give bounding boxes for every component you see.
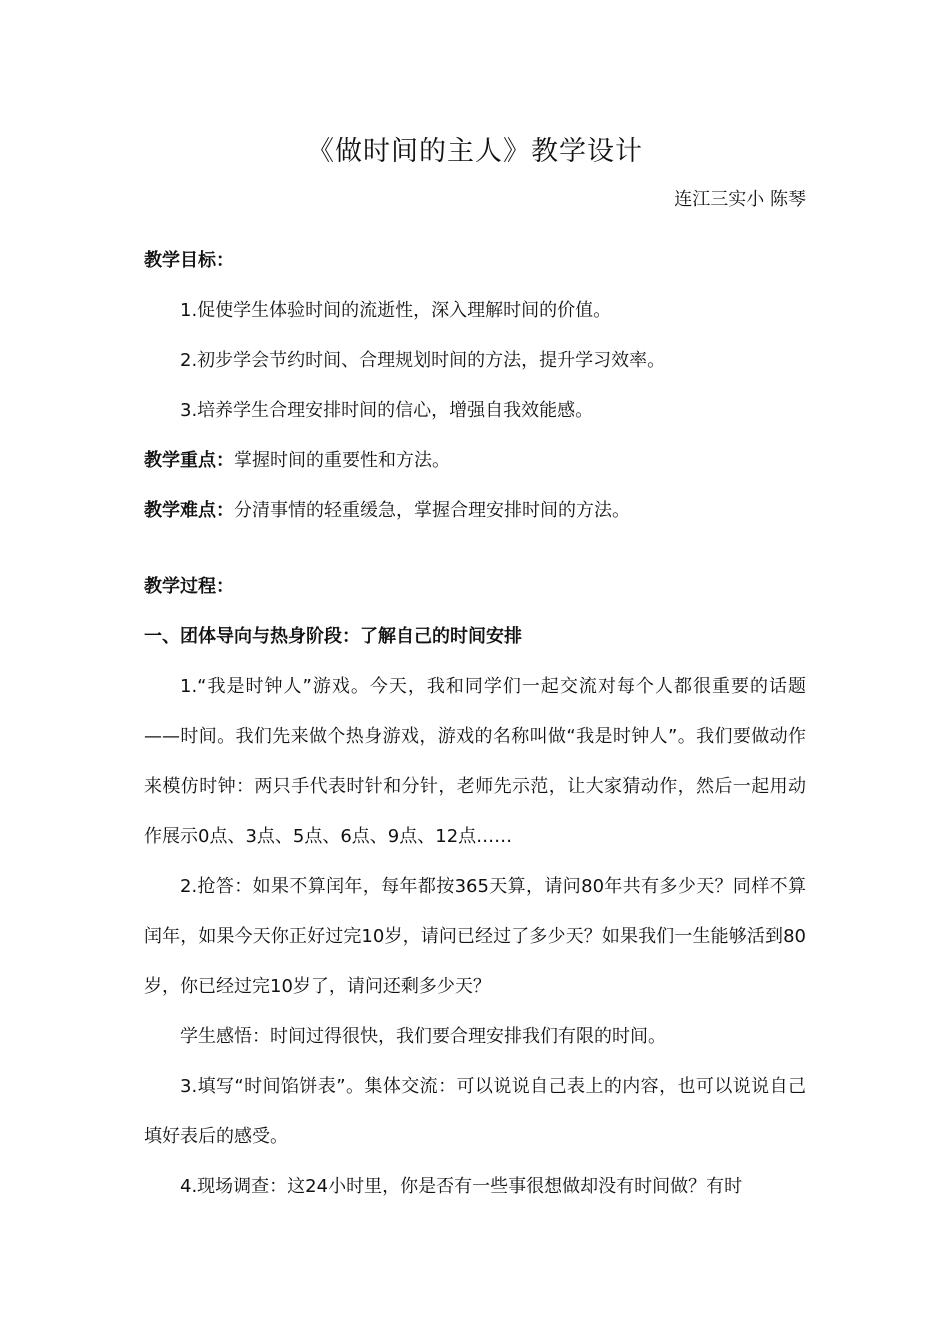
document-title: 《做时间的主人》教学设计 (307, 136, 643, 167)
document-body (144, 236, 806, 1212)
goal-item: 2.初步学会节约时间、合理规划时间的方法，提升学习效率。 (180, 350, 666, 371)
body-paragraph: 2.抢答：如果不算闰年，每年都按365天算，请问80年共有多少天？同样不算闰年，如果今天你正好过完10岁，请问已经过了多少天？如果我们一生能够活到80岁，你已经过完10岁了，请问还剩多少天？ (144, 876, 806, 997)
goal-item: 1.促使学生体验时间的流逝性，深入理解时间的价值。 (180, 300, 612, 321)
key-point-text: 掌握时间的重要性和方法。 (234, 450, 450, 471)
body-paragraph: 4.现场调查：这24小时里，你是否有一些事很想做却没有时间做？有时 (180, 1176, 743, 1197)
section-heading: 一、团体导向与热身阶段：了解自己的时间安排 (144, 626, 522, 647)
key-point-paragraph (144, 436, 806, 486)
difficulty-text: 分清事情的轻重缓急，掌握合理安排时间的方法。 (234, 500, 630, 521)
body-paragraph: 3.填写“时间馅饼表”。集体交流：可以说说自己表上的内容，也可以说说自己填好表后的感受。 (144, 1076, 806, 1147)
spacer (144, 536, 806, 562)
body-paragraph: 学生感悟：时间过得很快，我们要合理安排我们有限的时间。 (180, 1026, 666, 1047)
goals-heading: 教学目标： (144, 250, 234, 271)
key-point-label: 教学重点： (144, 450, 234, 471)
goal-item: 3.培养学生合理安排时间的信心，增强自我效能感。 (180, 400, 594, 421)
author-line: 连江三实小 陈琴 (674, 189, 806, 210)
difficulty-paragraph (144, 486, 806, 536)
difficulty-label: 教学难点： (144, 500, 234, 521)
body-paragraph: 1.“我是时钟人”游戏。今天，我和同学们一起交流对每个人都很重要的话题——时间。我们先来做个热身游戏，游戏的名称叫做“我是时钟人”。我们要做动作来模仿时钟：两只手代表时针和分针，老师先示范，让大家猜动作，然后一起用动作展示0点、3点、5点、6点、9点、12点…… (144, 676, 806, 847)
process-heading: 教学过程： (144, 576, 234, 597)
